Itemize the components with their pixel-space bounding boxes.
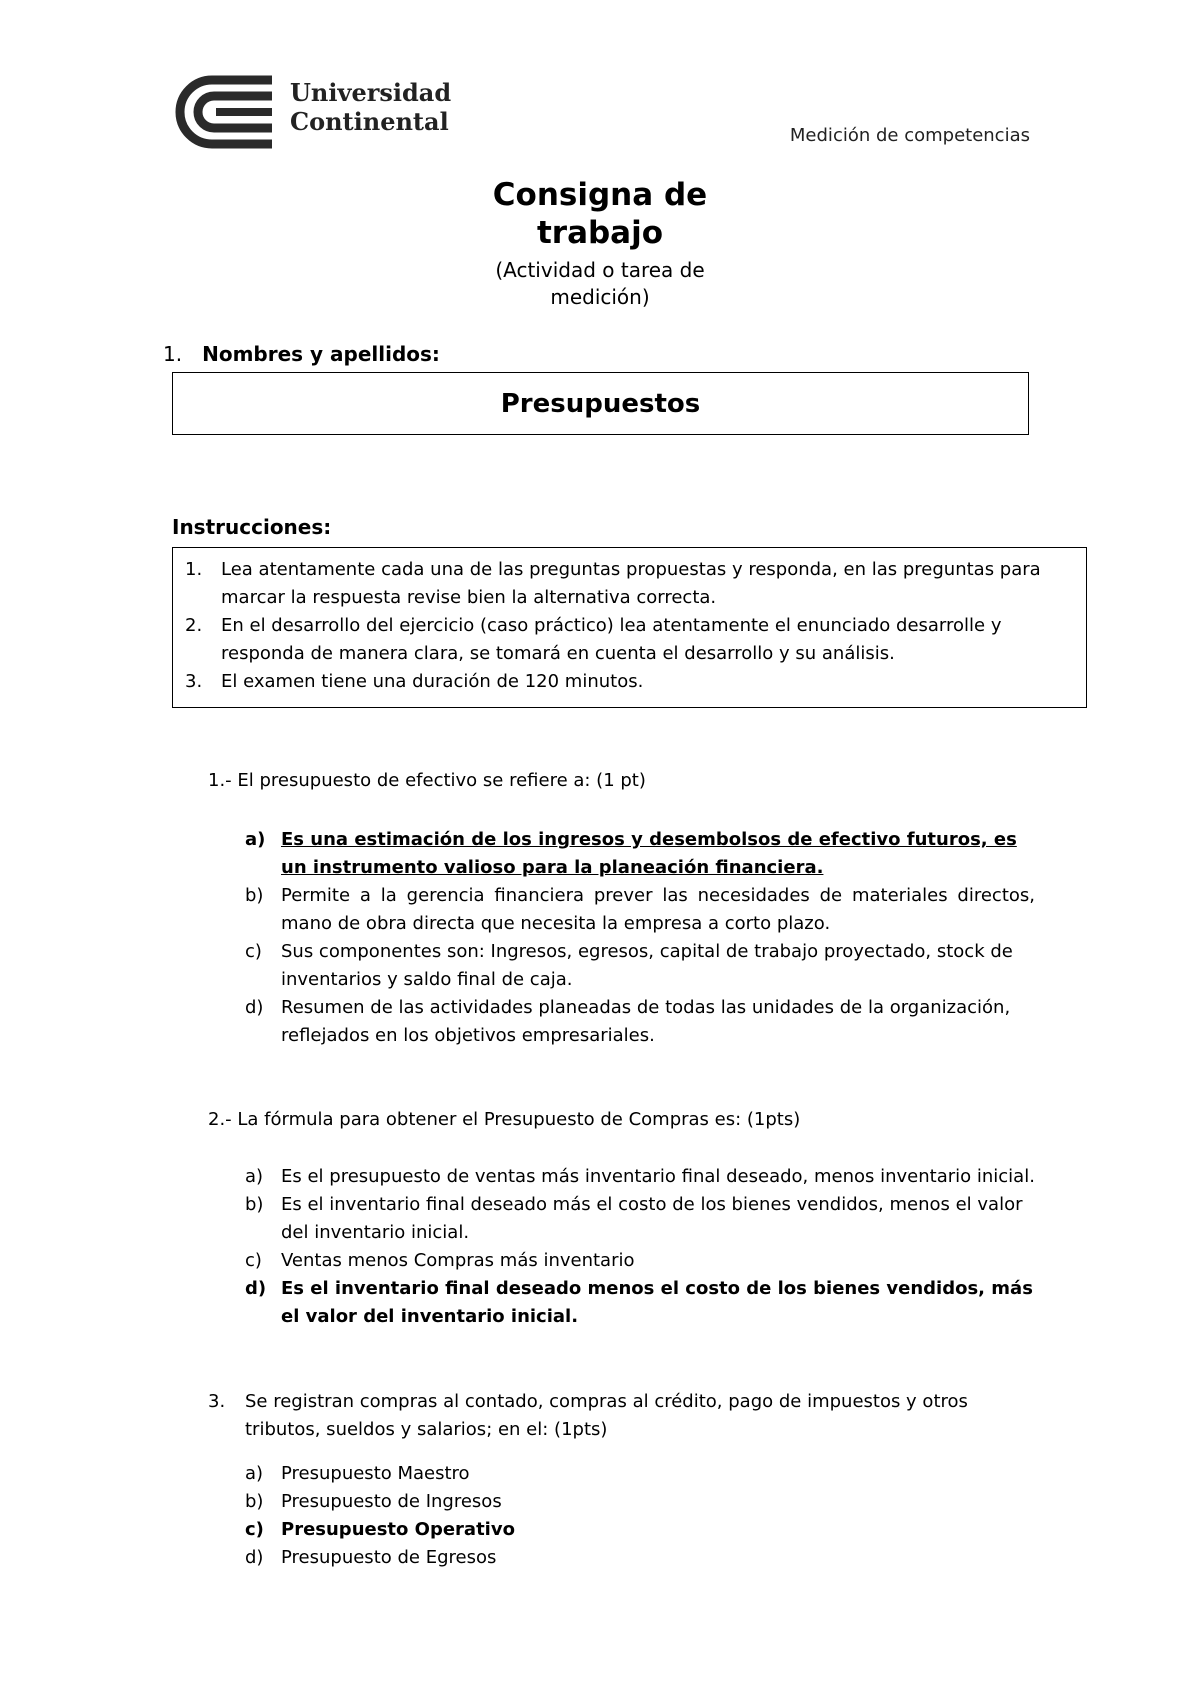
question-3-number: 3.	[208, 1391, 226, 1412]
university-name-line2: Continental	[290, 107, 449, 136]
option-letter: a)	[245, 1463, 264, 1484]
option-letter: c)	[245, 1519, 264, 1540]
option-letter: c)	[245, 1250, 262, 1271]
option-letter: b)	[245, 885, 264, 906]
names-field-value: Presupuestos	[500, 389, 701, 419]
names-field	[172, 372, 1029, 435]
question-option	[245, 1191, 1035, 1247]
university-name-line1: Universidad	[290, 78, 452, 107]
university-logo-icon	[172, 72, 278, 152]
option-text: Es el presupuesto de ventas más inventario final deseado, menos inventario inicial.	[281, 1166, 1035, 1187]
option-letter: c)	[245, 941, 262, 962]
question-option	[245, 1488, 1035, 1516]
question-option-correct	[245, 1275, 1035, 1331]
instruction-text: Lea atentamente cada una de las preguntas propuestas y responda, en las preguntas para marcar la respuesta revise bien la alternativa correcta.	[221, 559, 1041, 608]
option-text: Presupuesto de Ingresos	[281, 1491, 502, 1512]
question-option	[245, 994, 1035, 1050]
page-title	[0, 176, 1200, 252]
question-1-prompt: 1.- El presupuesto de efectivo se refiere a: (1 pt)	[208, 770, 646, 791]
question-3-options	[245, 1460, 1035, 1572]
question-option-correct	[245, 1516, 1035, 1544]
option-letter: d)	[245, 1547, 264, 1568]
question-option	[245, 1163, 1035, 1191]
instruction-number: 3.	[185, 671, 203, 692]
question-1-options	[245, 826, 1035, 1050]
instruction-text: El examen tiene una duración de 120 minutos.	[221, 671, 644, 692]
option-text: Permite a la gerencia financiera prever las necesidades de materiales directos, mano de obra directa que necesita la empresa a corto plazo.	[281, 885, 1035, 934]
instruction-item	[185, 612, 1076, 668]
instructions-label: Instrucciones:	[172, 515, 332, 539]
header-label: Medición de competencias	[789, 125, 1030, 146]
instructions-box	[172, 547, 1087, 708]
page-title-line2: trabajo	[536, 215, 664, 251]
page-subtitle-text: (Actividad o tarea de medición)	[495, 258, 705, 309]
question-option	[245, 1460, 1035, 1488]
option-text: Presupuesto Operativo	[281, 1519, 515, 1540]
university-logo	[172, 72, 452, 152]
option-text: Sus componentes son: Ingresos, egresos, capital de trabajo proyectado, stock de inventarios y saldo final de caja.	[281, 941, 1013, 990]
instruction-number: 1.	[185, 559, 203, 580]
option-text: Ventas menos Compras más inventario	[281, 1250, 635, 1271]
option-text: Es el inventario final deseado más el costo de los bienes vendidos, menos el valor del inventario inicial.	[281, 1194, 1023, 1243]
question-option	[245, 882, 1035, 938]
option-text: Es el inventario final deseado menos el costo de los bienes vendidos, más el valor del inventario inicial.	[281, 1278, 1033, 1327]
option-text: Presupuesto de Egresos	[281, 1547, 497, 1568]
option-letter: a)	[245, 1166, 264, 1187]
option-text: Es una estimación de los ingresos y desembolsos de efectivo futuros, es un instrumento valioso para la planeación financiera.	[281, 829, 1017, 878]
question-option-correct	[245, 826, 1035, 882]
university-name	[290, 78, 451, 136]
page-subtitle	[0, 257, 1200, 311]
instruction-text: En el desarrollo del ejercicio (caso práctico) lea atentamente el enunciado desarrolle y responda de manera clara, se tomará en cuenta el desarrollo y su análisis.	[221, 615, 1002, 664]
question-option	[245, 1544, 1035, 1572]
names-section-text: Nombres y apellidos:	[202, 342, 440, 366]
question-2-options	[245, 1163, 1035, 1331]
instruction-item	[185, 556, 1076, 612]
question-2-prompt: 2.- La fórmula para obtener el Presupuesto de Compras es: (1pts)	[208, 1109, 801, 1130]
option-letter: b)	[245, 1194, 264, 1215]
names-section-label	[163, 342, 440, 366]
instruction-number: 2.	[185, 615, 203, 636]
question-3-text: Se registran compras al contado, compras al crédito, pago de impuestos y otros tributos, sueldos y salarios; en el: (1pts)	[245, 1391, 968, 1440]
names-section-number: 1.	[163, 342, 183, 366]
option-letter: d)	[245, 997, 264, 1018]
option-text: Resumen de las actividades planeadas de todas las unidades de la organización, reflejados en los objetivos empresariales.	[281, 997, 1011, 1046]
option-letter: d)	[245, 1278, 267, 1299]
page-title-line1: Consigna de	[492, 177, 708, 213]
question-option	[245, 1247, 1035, 1275]
question-option	[245, 938, 1035, 994]
option-text: Presupuesto Maestro	[281, 1463, 470, 1484]
instruction-item	[185, 668, 1076, 696]
option-letter: b)	[245, 1491, 264, 1512]
question-3-prompt	[208, 1388, 1038, 1444]
option-letter: a)	[245, 829, 266, 850]
